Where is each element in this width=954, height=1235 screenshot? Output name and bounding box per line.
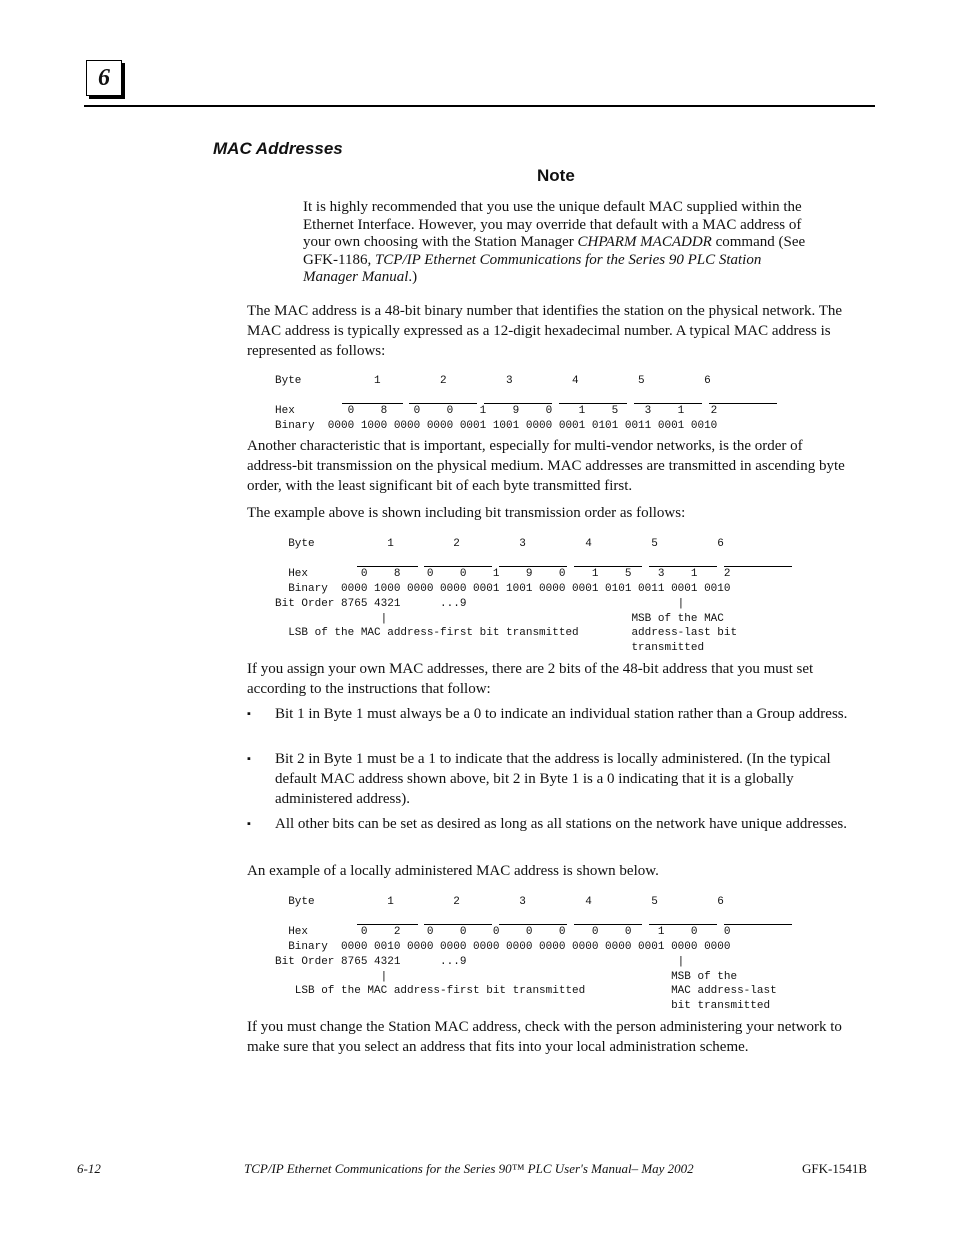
section-heading: MAC Addresses	[213, 139, 343, 158]
bullet-marker: ▪	[247, 708, 251, 720]
note-text-part-3: .)	[408, 269, 418, 286]
footer-doc-id: GFK-1541B	[802, 1161, 868, 1176]
mac-table-typical: Byte 1 2 3 4 5 6 Hex 0 8 0 0 1 9 0 1 5 3 1 2 Binary 0000 1000 0000 0000 0001 1001 0000 0001 0101 0011 0001 0010	[275, 375, 718, 432]
bullet-marker: ▪	[247, 753, 251, 765]
paragraph-local-example: An example of a locally administered MAC address is shown below.	[247, 863, 659, 879]
bullet-item-1: Bit 1 in Byte 1 must always be a 0 to indicate an individual station rather than a Group address.	[275, 706, 848, 722]
bullet-item-3: All other bits can be set as desired as long as all stations on the network have unique addresses.	[275, 816, 847, 832]
footer-title: TCP/IP Ethernet Communications for the Series 90™ PLC User's Manual– May 2002	[244, 1161, 694, 1176]
paragraph-transmission: Another characteristic that is important, especially for multi-vendor networks, is the order of address-bit transmission on the physical medium. MAC addresses are transmitted in ascending byte order, with the least significant bit of each byte transmitted first.	[247, 438, 845, 494]
header-rule	[84, 105, 875, 107]
chapter-number-box	[86, 60, 122, 96]
note-text	[303, 199, 813, 287]
note-command: CHPARM MACADDR	[577, 234, 712, 251]
mac-table-bit-order: Byte 1 2 3 4 5 6 Hex 0 8 0 0 1 9 0 1 5 3 1 2 Binary 0000 1000 0000 0000 0001 1001 0000 0001 0101 0011 0001 0010 Bit Order 8765 4321 ...9 | | MSB of the MAC LSB of the MAC address-first bit transmitted address-last bit transmitted	[275, 538, 738, 655]
paragraph-example-above: The example above is shown including bit transmission order as follows:	[247, 505, 686, 521]
note-text-part-1: It is highly recommended that you use the unique default MAC supplied within the Ethernet Interface. However, you may override that default with a MAC address of your own choosing with the Station Manager	[303, 199, 802, 251]
chapter-number: 6	[98, 64, 110, 91]
mac-table-local: Byte 1 2 3 4 5 6 Hex 0 2 0 0 0 0 0 0 0 1 0 0 Binary 0000 0010 0000 0000 0000 0000 0000 0000 0000 0001 0000 0000 Bit Order 8765 4321 ...9 | | MSB of the LSB of the MAC address-first bit transmitted MAC address-last bit transmitted	[275, 896, 777, 1013]
paragraph-change: If you must change the Station MAC address, check with the person administering your network to make sure that you select an address that fits into your local administration scheme.	[247, 1019, 842, 1055]
footer-page-number: 6-12	[77, 1161, 101, 1176]
bullet-marker: ▪	[247, 818, 251, 830]
paragraph-assign-own: If you assign your own MAC addresses, there are 2 bits of the 48-bit address that you must set according to the instructions that follow:	[247, 661, 814, 697]
note-heading: Note	[537, 166, 575, 185]
note-manual-title: TCP/IP Ethernet Communications for the Series 90 PLC Station Manager Manual	[303, 251, 762, 286]
note-text-part-2: command (See GFK-1186,	[303, 234, 806, 268]
paragraph-intro: The MAC address is a 48-bit binary number that identifies the station on the physical network. The MAC address is typically expressed as a 12-digit hexadecimal number. A typical MAC address is represented as follows:	[247, 303, 843, 359]
bullet-item-2: Bit 2 in Byte 1 must be a 1 to indicate that the address is locally administered. (In the typical default MAC address shown above, bit 2 in Byte 1 is a 0 indicating that it is a globally administered address).	[275, 751, 831, 807]
